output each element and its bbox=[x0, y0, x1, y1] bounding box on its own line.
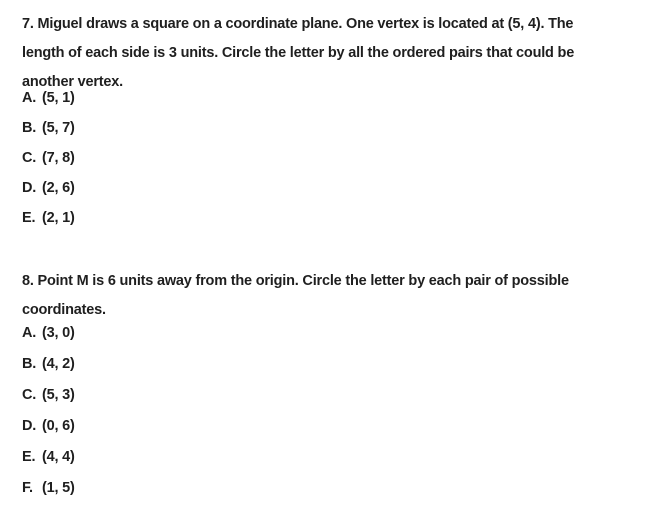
option-letter: D. bbox=[22, 417, 37, 434]
option-value: (0, 6) bbox=[42, 417, 75, 434]
option-letter: F. bbox=[22, 479, 33, 496]
question-8-option-e bbox=[22, 441, 75, 472]
option-value: (7, 8) bbox=[42, 150, 75, 166]
option-letter: C. bbox=[22, 386, 37, 403]
option-letter: D. bbox=[22, 180, 37, 196]
question-8-option-d bbox=[22, 410, 75, 441]
question-7-option-e bbox=[22, 203, 75, 233]
question-7-option-c bbox=[22, 143, 75, 173]
option-letter: E. bbox=[22, 448, 36, 465]
option-value: (5, 7) bbox=[42, 120, 75, 136]
question-8-option-b bbox=[22, 348, 75, 379]
question-8-prompt-line-2: coordinates. bbox=[22, 302, 106, 318]
option-letter: E. bbox=[22, 210, 36, 226]
option-letter: A. bbox=[22, 90, 37, 106]
option-letter: A. bbox=[22, 324, 37, 341]
question-7-option-b bbox=[22, 113, 75, 143]
question-7-prompt bbox=[22, 10, 574, 97]
question-8-option-c bbox=[22, 379, 75, 410]
option-letter: B. bbox=[22, 355, 37, 372]
question-7-prompt-line-3: another vertex. bbox=[22, 74, 123, 90]
question-8-option-f bbox=[22, 472, 75, 503]
option-value: (5, 1) bbox=[42, 90, 75, 106]
option-value: (4, 4) bbox=[42, 448, 75, 465]
option-value: (2, 6) bbox=[42, 180, 75, 196]
question-7-prompt-line-1: 7. Miguel draws a square on a coordinate plane. One vertex is located at (5, 4). The bbox=[22, 16, 574, 32]
question-8-prompt-line-1: 8. Point M is 6 units away from the origin. Circle the letter by each pair of possible bbox=[22, 273, 569, 289]
option-value: (1, 5) bbox=[42, 479, 75, 496]
option-value: (3, 0) bbox=[42, 324, 75, 341]
question-7-prompt-line-2: length of each side is 3 units. Circle the letter by all the ordered pairs that could be bbox=[22, 45, 575, 61]
question-8-prompt bbox=[22, 267, 569, 325]
option-value: (4, 2) bbox=[42, 355, 75, 372]
question-8-option-a bbox=[22, 317, 75, 348]
option-value: (5, 3) bbox=[42, 386, 75, 403]
option-value: (2, 1) bbox=[42, 210, 75, 226]
question-7-option-a bbox=[22, 83, 75, 113]
option-letter: B. bbox=[22, 120, 37, 136]
question-7-option-d bbox=[22, 173, 75, 203]
question-8-options bbox=[22, 317, 75, 503]
question-7-options bbox=[22, 83, 75, 233]
option-letter: C. bbox=[22, 150, 37, 166]
